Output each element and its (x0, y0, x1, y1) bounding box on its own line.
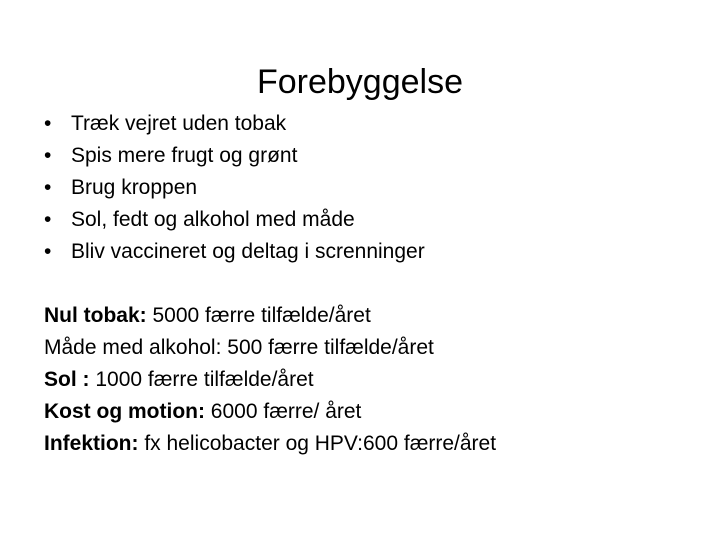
bullet-icon: • (44, 112, 52, 135)
bullet-text: Brug kroppen (71, 176, 198, 199)
bullet-icon: • (44, 144, 52, 167)
fact-line-tobacco (44, 300, 496, 332)
bullet-icon: • (44, 176, 52, 199)
bullet-icon: • (44, 240, 52, 263)
slide-title (0, 60, 720, 104)
bullet-item (44, 204, 425, 236)
bullet-text: Træk vejret uden tobak (71, 112, 287, 135)
bullet-text: Sol, fedt og alkohol med måde (71, 208, 355, 231)
bullet-item (44, 108, 425, 140)
bullet-list (44, 108, 425, 268)
bullet-item (44, 236, 425, 268)
fact-label: Sol : (44, 368, 90, 391)
bullet-text: Bliv vaccineret og deltag i screnninger (71, 240, 425, 263)
fact-text: 5000 færre tilfælde/året (146, 304, 371, 327)
facts-block (44, 300, 496, 460)
fact-line-infection (44, 428, 496, 460)
bullet-item (44, 172, 425, 204)
fact-line-alcohol (44, 332, 496, 364)
fact-label: Nul tobak: (44, 304, 147, 327)
fact-line-diet-exercise (44, 396, 496, 428)
bullet-item (44, 140, 425, 172)
slide-title-text: Forebyggelse (256, 63, 463, 101)
fact-text: Måde med alkohol: 500 færre tilfælde/året (44, 336, 434, 359)
fact-text: 1000 færre tilfælde/året (89, 368, 314, 391)
bullet-icon: • (44, 208, 52, 231)
bullet-text: Spis mere frugt og grønt (71, 144, 298, 167)
fact-text: 6000 færre/ året (204, 400, 362, 423)
fact-label: Kost og motion: (44, 400, 205, 423)
fact-text: fx helicobacter og HPV:600 færre/året (138, 432, 497, 455)
fact-label: Infektion: (44, 432, 139, 455)
fact-line-sun (44, 364, 496, 396)
